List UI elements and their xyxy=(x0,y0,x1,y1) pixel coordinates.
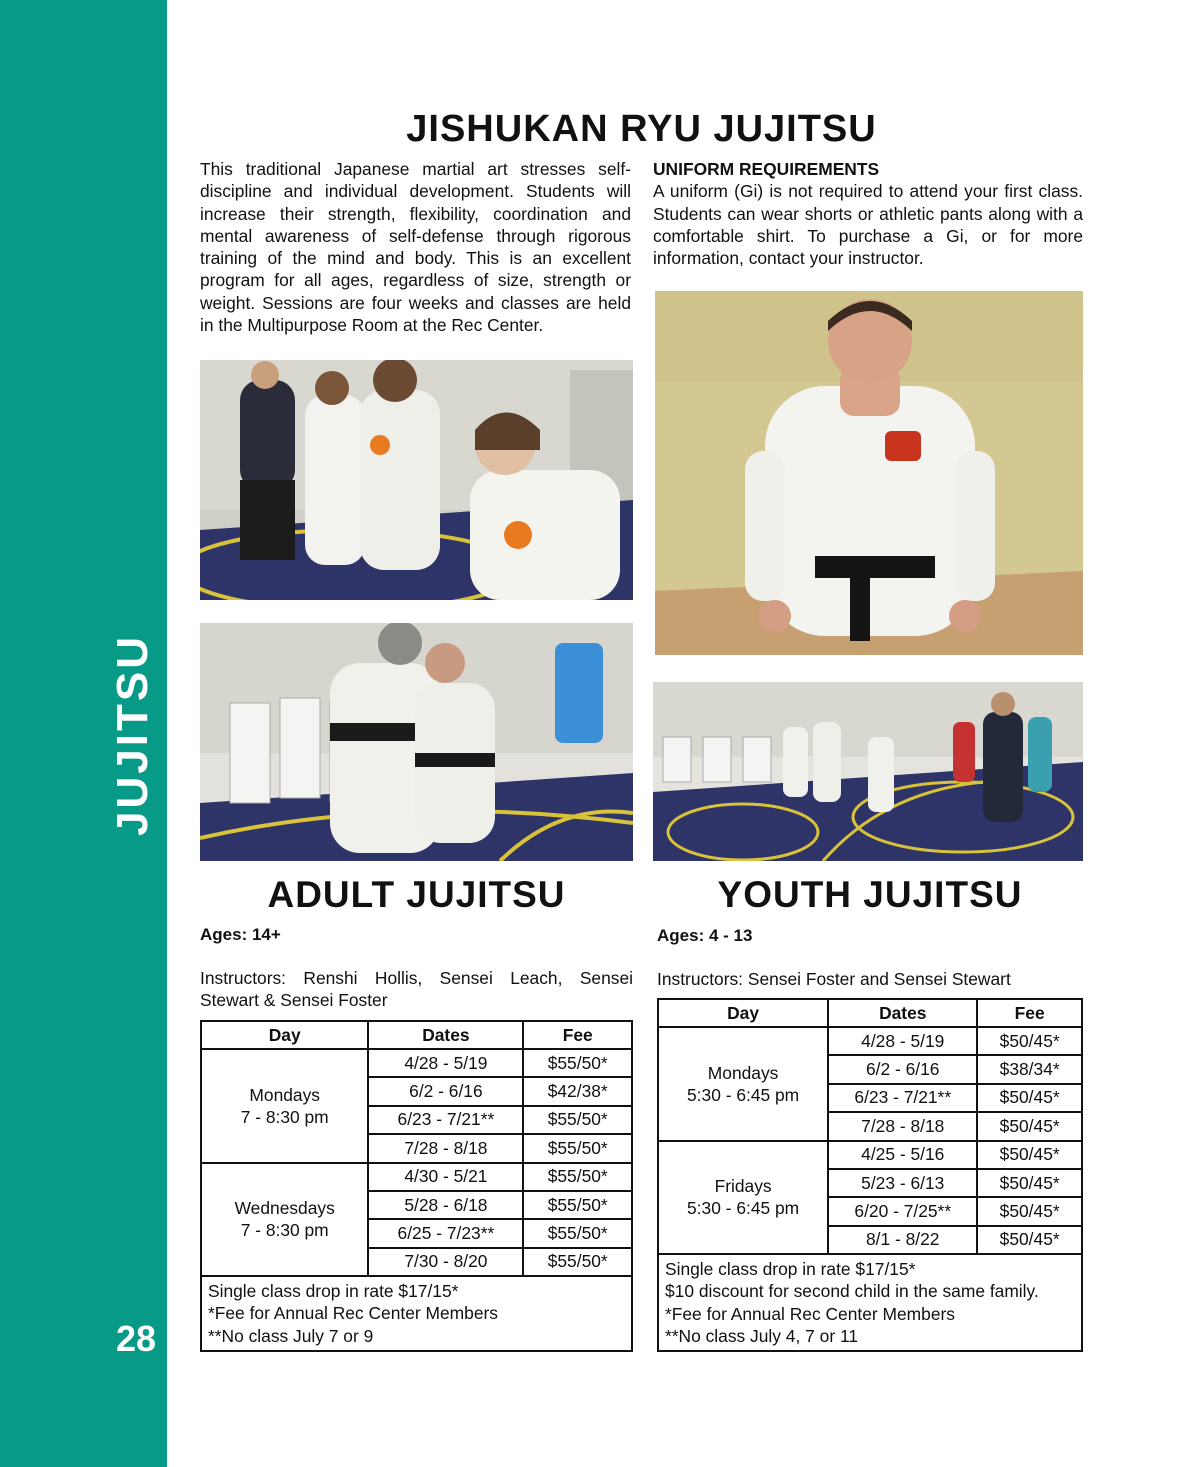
table-row xyxy=(201,1163,632,1191)
table-row xyxy=(658,1141,1082,1169)
fee-cell: $42/38* xyxy=(523,1077,632,1105)
table-row xyxy=(658,1027,1082,1055)
day-name: Mondays xyxy=(707,1062,779,1083)
fee-cell: $50/45* xyxy=(977,1112,1082,1140)
dates-cell: 6/2 - 6/16 xyxy=(828,1055,977,1083)
header-dates: Dates xyxy=(828,999,977,1027)
fee-cell: $50/45* xyxy=(977,1169,1082,1197)
notes-row xyxy=(201,1276,632,1351)
fee-cell: $55/50* xyxy=(523,1049,632,1077)
uniform-text: A uniform (Gi) is not required to attend your first class. Students can wear shorts or athletic pants along with a comfortable shirt. To purchase a Gi, or for more information, contact your instructor. xyxy=(653,181,1083,269)
day-time: 5:30 - 6:45 pm xyxy=(687,1198,800,1219)
fee-cell: $50/45* xyxy=(977,1141,1082,1169)
notes-cell xyxy=(658,1254,1082,1351)
youth-title: YOUTH JUJITSU xyxy=(717,874,1023,915)
dates-cell: 6/20 - 7/25** xyxy=(828,1197,977,1225)
youth-ages: Ages: 4 - 13 xyxy=(657,926,753,945)
fee-cell: $50/45* xyxy=(977,1027,1082,1055)
fee-cell: $55/50* xyxy=(523,1248,632,1276)
adult-title: ADULT JUJITSU xyxy=(267,874,566,915)
day-name: Mondays xyxy=(249,1084,320,1105)
table-header-row xyxy=(201,1021,632,1049)
dates-cell: 7/30 - 8/20 xyxy=(368,1248,523,1276)
uniform-requirements xyxy=(653,158,1083,269)
dates-cell: 7/28 - 8/18 xyxy=(368,1134,523,1162)
adult-instructors: Instructors: Renshi Hollis, Sensei Leach, Sensei Stewart & Sensei Foster xyxy=(200,968,633,1010)
day-name: Wednesdays xyxy=(234,1198,335,1219)
header-day: Day xyxy=(658,999,828,1027)
photo-adult-sparring xyxy=(200,623,633,861)
day-time: 7 - 8:30 pm xyxy=(240,1106,329,1127)
photo-instructor xyxy=(655,291,1083,655)
dates-cell: 8/1 - 8/22 xyxy=(828,1226,977,1254)
day-time: 7 - 8:30 pm xyxy=(240,1220,329,1241)
table-row xyxy=(201,1049,632,1077)
day-name: Fridays xyxy=(714,1176,772,1197)
photo-kids-class xyxy=(200,360,633,600)
dates-cell: 5/23 - 6/13 xyxy=(828,1169,977,1197)
day-cell xyxy=(201,1163,368,1277)
fee-cell: $55/50* xyxy=(523,1191,632,1219)
header-dates: Dates xyxy=(368,1021,523,1049)
dates-cell: 4/30 - 5/21 xyxy=(368,1163,523,1191)
dates-cell: 6/25 - 7/23** xyxy=(368,1219,523,1247)
notes-row xyxy=(658,1254,1082,1351)
fee-cell: $55/50* xyxy=(523,1219,632,1247)
table-header-row xyxy=(658,999,1082,1027)
adult-ages: Ages: 14+ xyxy=(200,925,281,944)
dates-cell: 7/28 - 8/18 xyxy=(828,1112,977,1140)
day-time: 5:30 - 6:45 pm xyxy=(687,1084,800,1105)
uniform-heading: UNIFORM REQUIREMENTS xyxy=(653,159,880,179)
fee-cell: $55/50* xyxy=(523,1134,632,1162)
dates-cell: 4/28 - 5/19 xyxy=(828,1027,977,1055)
dates-cell: 6/23 - 7/21** xyxy=(368,1106,523,1134)
note-line: **No class July 4, 7 or 11 xyxy=(665,1325,858,1346)
note-line: *Fee for Annual Rec Center Members xyxy=(208,1303,498,1324)
dates-cell: 4/28 - 5/19 xyxy=(368,1049,523,1077)
dates-cell: 5/28 - 6/18 xyxy=(368,1191,523,1219)
note-line: *Fee for Annual Rec Center Members xyxy=(665,1303,955,1324)
day-cell xyxy=(658,1027,828,1141)
intro-paragraph: This traditional Japanese martial art stresses self-discipline and individual development. Students will increase their strength, flexibility, coordination and mental awareness of self-defense through rigorous training of the mind and body. This is an excellent program for all ages, regardless of size, strength or weight. Sessions are four weeks and classes are held in the Multipurpose Room at the Rec Center. xyxy=(200,159,631,336)
adult-schedule-table xyxy=(200,1020,633,1352)
header-fee: Fee xyxy=(977,999,1082,1027)
fee-cell: $50/45* xyxy=(977,1197,1082,1225)
day-cell xyxy=(201,1049,368,1163)
dates-cell: 6/23 - 7/21** xyxy=(828,1084,977,1112)
youth-schedule-table xyxy=(657,998,1083,1352)
fee-cell: $50/45* xyxy=(977,1084,1082,1112)
dates-cell: 6/2 - 6/16 xyxy=(368,1077,523,1105)
fee-cell: $38/34* xyxy=(977,1055,1082,1083)
photo-youth-class xyxy=(653,682,1083,861)
header-fee: Fee xyxy=(523,1021,632,1049)
dates-cell: 4/25 - 5/16 xyxy=(828,1141,977,1169)
notes-cell xyxy=(201,1276,632,1351)
fee-cell: $55/50* xyxy=(523,1106,632,1134)
note-line: Single class drop in rate $17/15* xyxy=(665,1259,916,1280)
fee-cell: $55/50* xyxy=(523,1163,632,1191)
note-line: $10 discount for second child in the same family. xyxy=(665,1281,1039,1302)
main-title: JISHUKAN RYU JUJITSU xyxy=(406,108,877,150)
note-line: Single class drop in rate $17/15* xyxy=(208,1281,459,1302)
side-label: JUJITSU xyxy=(108,634,157,836)
page-number: 28 xyxy=(116,1318,157,1359)
fee-cell: $50/45* xyxy=(977,1226,1082,1254)
day-cell xyxy=(658,1141,828,1255)
note-line: **No class July 7 or 9 xyxy=(208,1325,374,1346)
youth-instructors: Instructors: Sensei Foster and Sensei Stewart xyxy=(657,969,1011,989)
header-day: Day xyxy=(201,1021,368,1049)
